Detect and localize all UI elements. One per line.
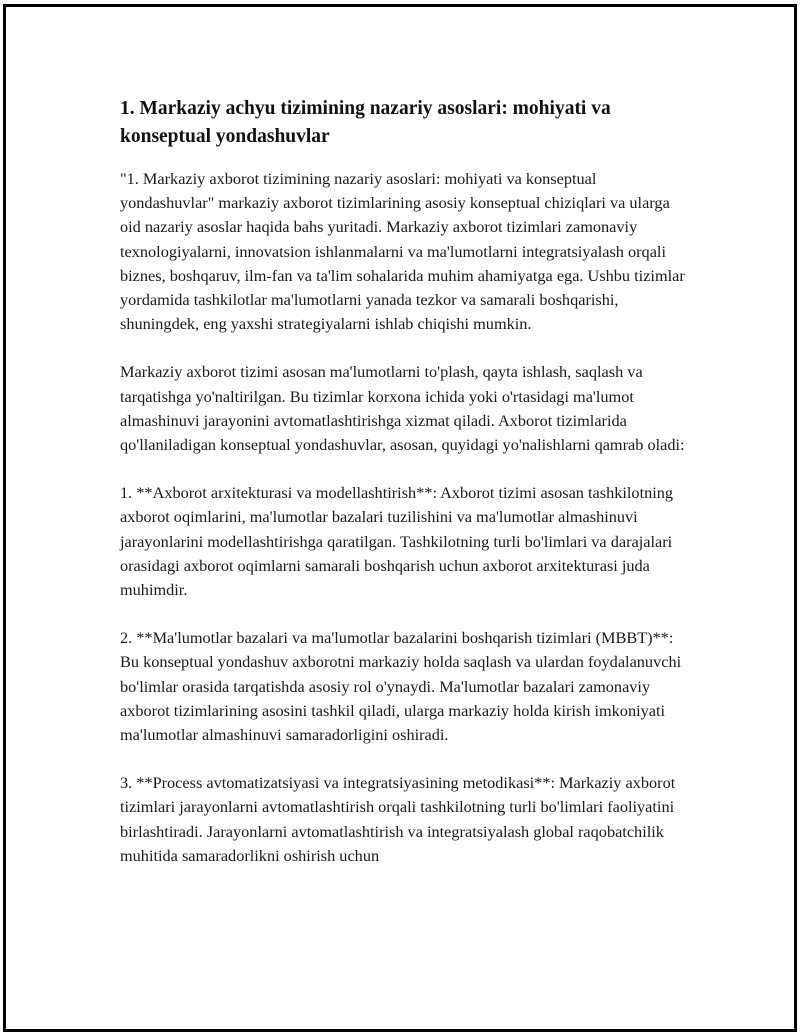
paragraph-intro: "1. Markaziy axborot tizimining nazariy asoslari: mohiyati va konseptual yondashuvlar" markaziy axborot tizimlarining asosiy konseptual chiziqlari va ularga oid nazariy asoslar haqida bahs yuritadi. Markaziy axborot tizimlari zamonaviy texnologiyalarni, innovatsion ishlanmalarni va ma'lumotlarni integratsiyalash orqali biznes, boshqaruv, ilm-fan va ta'lim sohalarida muhim ahamiyatga ega. Ushbu tizimlar yordamida tashkilotlar ma'lumotlarni yanada tezkor va samarali boshqarishi, shuningdek, eng yaxshi strategiyalarni ishlab chiqishi mumkin.	[120, 169, 685, 334]
section-heading: 1. Markaziy achyu tizimining nazariy asoslari: mohiyati va konseptual yondashuvlar	[120, 98, 611, 147]
paragraph-item-2: 2. **Ma'lumotlar bazalari va ma'lumotlar bazalarini boshqarish tizimlari (MBBT)**: Bu konseptual yondashuv axborotni markaziy holda saqlash va ulardan foydalanuvchi bo'limlar orasida tarqatishda asosiy rol o'ynaydi. Ma'lumotlar bazalari zamonaviy axborot tizimlarining asosini tashkil qiladi, ularga markaziy holda kirish imkoniyati ma'lumotlar almashinuvi samaradorligini oshiradi.	[120, 628, 682, 745]
page-frame	[3, 4, 797, 1032]
paragraph-overview: Markaziy axborot tizimi asosan ma'lumotlarni to'plash, qayta ishlash, saqlash va tarqatishga yo'naltirilgan. Bu tizimlar korxona ichida yoki o'rtasidagi ma'lumot almashinuvi jarayonini avtomatlashtirishga xizmat qiladi. Axborot tizimlarida qo'llaniladigan konseptual yondashuvlar, asosan, quyidagi yo'nalishlarni qamrab oladi:	[120, 362, 685, 455]
paragraph-item-1: 1. **Axborot arxitekturasi va modellashtirish**: Axborot tizimi asosan tashkilotning axborot oqimlarini, ma'lumotlar bazalari tuzilishini va ma'lumotlar almashinuvi jarayonlarini modellashtirishga qaratilgan. Tashkilotning turli bo'limlari va darajalari orasidagi axborot oqimlarni samarali boshqarish uchun axborot arxitekturasi juda muhimdir.	[120, 483, 674, 600]
document-body	[120, 95, 692, 892]
paragraph-item-3: 3. **Process avtomatizatsiyasi va integratsiyasining metodikasi**: Markaziy axborot tizimlari jarayonlarni avtomatlashtirish orqali tashkilotning turli bo'limlari faoliyatini birlashtiradi. Jarayonlarni avtomatlashtirish va integratsiyalash global raqobatchilik muhitida samaradorlikni oshirish uchun	[120, 773, 676, 865]
